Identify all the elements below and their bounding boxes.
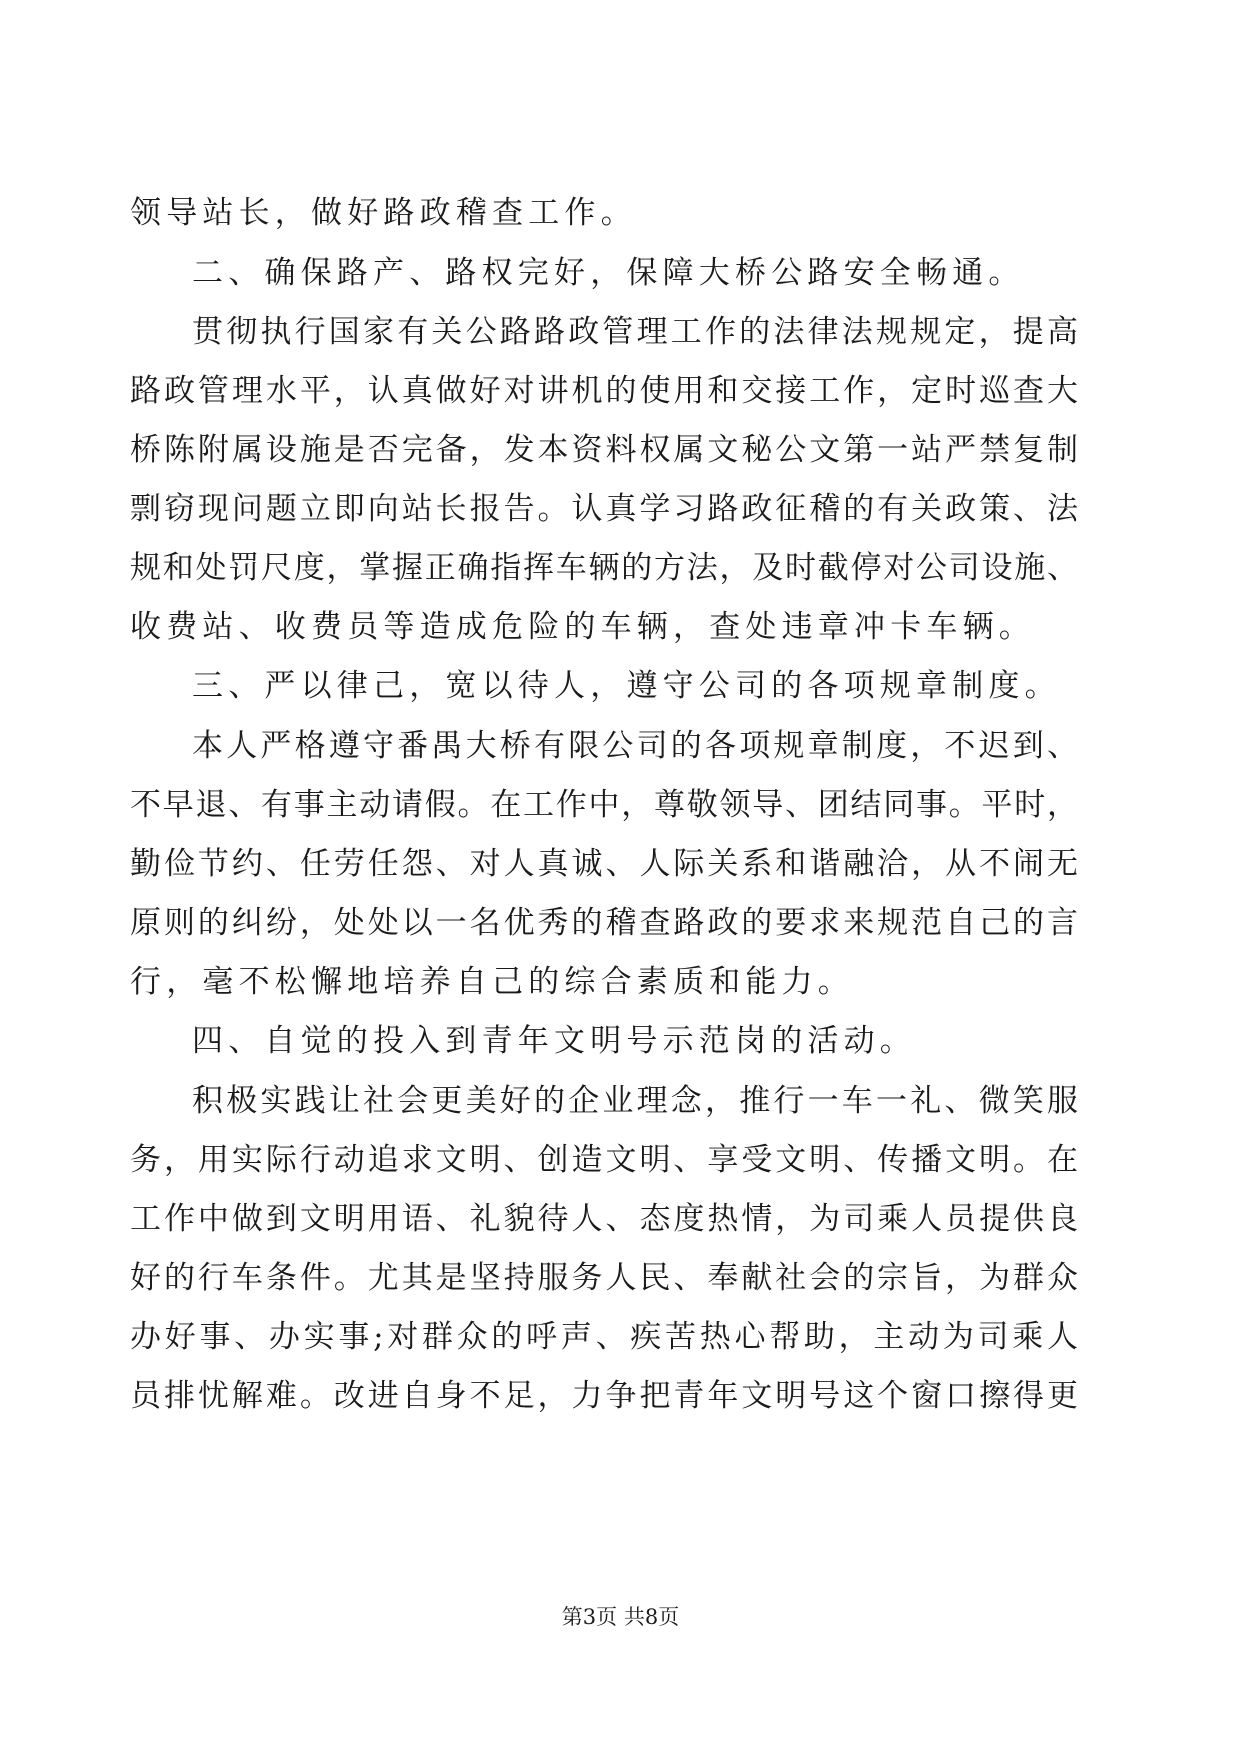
text-line: 好的行车条件。尤其是坚持服务人民、奉献社会的宗旨，为群众 <box>130 1260 1078 1296</box>
section-heading: 二、确保路产、路权完好，保障大桥公路安全畅通。 <box>192 255 1025 291</box>
section-heading: 四、自觉的投入到青年文明号示范岗的活动。 <box>192 1023 916 1059</box>
text-line: 不早退、有事主动请假。在工作中，尊敬领导、团结同事。平时， <box>130 787 1078 823</box>
text-line: 规和处罚尺度，掌握正确指挥车辆的方法，及时截停对公司设施、 <box>130 550 1078 586</box>
text-line: 剽窃现问题立即向站长报告。认真学习路政征稽的有关政策、法 <box>130 491 1078 527</box>
text-line: 桥陈附属设施是否完备，发本资料权属文秘公文第一站严禁复制 <box>130 432 1078 468</box>
text-line: 积极实践让社会更美好的企业理念，推行一车一礼、微笑服 <box>192 1083 1078 1119</box>
text-line: 原则的纠纷，处处以一名优秀的稽查路政的要求来规范自己的言 <box>130 905 1078 941</box>
text-line: 务，用实际行动追求文明、创造文明、享受文明、传播文明。在 <box>130 1142 1078 1178</box>
page-footer: 第3页 共8页 <box>561 1605 680 1629</box>
text-line: 领导站长，做好路政稽查工作。 <box>130 195 637 231</box>
text-line: 路政管理水平，认真做好对讲机的使用和交接工作，定时巡查大 <box>130 373 1078 409</box>
text-line: 收费站、收费员等造成危险的车辆，查处违章冲卡车辆。 <box>130 609 1035 645</box>
text-line: 行，毫不松懈地培养自己的综合素质和能力。 <box>130 964 854 1000</box>
section-heading: 三、严以律己，宽以待人，遵守公司的各项规章制度。 <box>192 668 1061 704</box>
text-line: 贯彻执行国家有关公路路政管理工作的法律法规规定，提高 <box>192 314 1078 350</box>
text-line: 勤俭节约、任劳任怨、对人真诚、人际关系和谐融洽，从不闹无 <box>130 846 1078 882</box>
text-line: 员排忧解难。改进自身不足，力争把青年文明号这个窗口擦得更 <box>130 1378 1078 1414</box>
text-line: 办好事、办实事;对群众的呼声、疾苦热心帮助，主动为司乘人 <box>130 1319 1078 1355</box>
text-line: 工作中做到文明用语、礼貌待人、态度热情，为司乘人员提供良 <box>130 1201 1078 1237</box>
text-line: 本人严格遵守番禺大桥有限公司的各项规章制度，不迟到、 <box>192 728 1078 764</box>
